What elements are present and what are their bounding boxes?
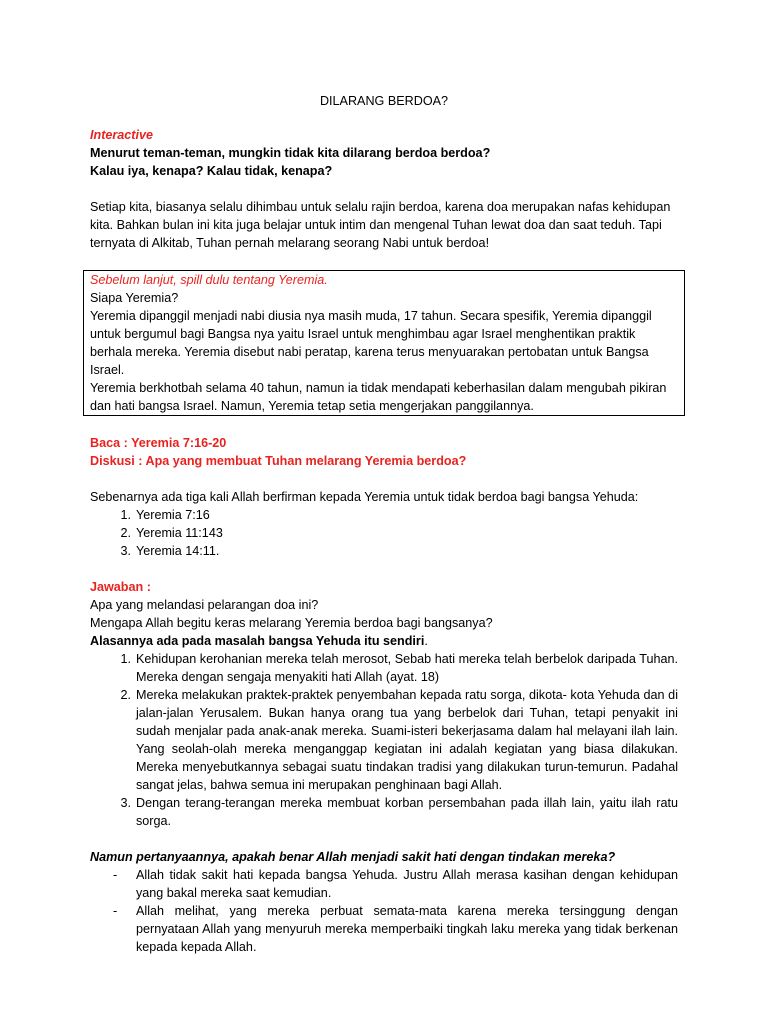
answer-label: Jawaban : (90, 580, 151, 594)
list-item: 2. Yeremia 11:143 (120, 526, 223, 540)
box-heading: Sebelum lanjut, spill dulu tentang Yeremia. (90, 273, 328, 287)
intro-paragraph: Setiap kita, biasanya selalu dihimbau untuk selalu rajin berdoa, karena doa merupakan nafas kehidupan kita. Bahkan bulan ini kita juga belajar untuk intim dan mengenal Tuhan lewat doa dan saat teduh. Tapi ternyata di Alkitab, Tuhan pernah melarang seorang Nabi untuk berdoa! (90, 200, 671, 250)
document-page (90, 92, 678, 956)
three-times-text: Sebenarnya ada tiga kali Allah berfirman kepada Yeremia untuk tidak berdoa bagi bangsa Yehuda: (90, 490, 639, 504)
list-item: 1. Yeremia 7:16 (120, 508, 210, 522)
answer-question-1: Apa yang melandasi pelarangan doa ini? (90, 598, 319, 612)
answer-reason: Alasannya ada pada masalah bangsa Yehuda itu sendiri. (90, 634, 428, 648)
reading-reference: Baca : Yeremia 7:16-20 (90, 436, 227, 450)
list-item: - Allah tidak sakit hati kepada bangsa Yehuda. Justru Allah merasa kasihan dengan kehidupan yang bakal mereka saat kemudian. (113, 868, 678, 900)
interactive-question-2: Kalau iya, kenapa? Kalau tidak, kenapa? (90, 164, 333, 178)
list-item: - Allah melihat, yang mereka perbuat semata-mata karena mereka tersinggung dengan pernyataan Allah yang menyuruh mereka memperbaiki tingkah laku mereka yang tidak berkenan kepada kepada Allah. (113, 904, 678, 954)
verse-list (90, 506, 678, 560)
closing-question: Namun pertanyaannya, apakah benar Allah menjadi sakit hati dengan tindakan mereka? (90, 850, 616, 864)
box-question: Siapa Yeremia? (90, 291, 179, 305)
list-item: 3. Yeremia 14:11. (120, 544, 220, 558)
page-title: DILARANG BERDOA? (319, 94, 449, 108)
interactive-label: Interactive (90, 128, 153, 142)
reason-list (90, 650, 678, 830)
interactive-question-1: Menurut teman-teman, mungkin tidak kita dilarang berdoa berdoa? (90, 146, 491, 160)
list-item: 3. Dengan terang-terangan mereka membuat korban persembahan pada illah lain, yaitu ilah ratu sorga. (120, 796, 678, 828)
closing-list (90, 866, 678, 956)
yeremia-info-box (83, 270, 685, 416)
list-item: 2. Mereka melakukan praktek-praktek penyembahan kepada ratu sorga, dikota- kota Yehuda dan di jalan-jalan Yerusalem. Bukan hanya orang tua yang berbelok dari Tuhan, tetapi penyakit ini sudah menjalar pada anak-anak mereka. Suami-isteri bekerjasama dalam hal melayani ilah lain. Yang seolah-olah mereka menganggap kegiatan ini adalah kegiatan yang biasa dilakukan. Mereka menyebutkannya sebagai suatu tindakan tradisi yang dilakukan turun-temurun. Padahal sangat jelas, bahwa semua ini merupakan penghinaan bagi Allah. (120, 688, 678, 792)
answer-question-2: Mengapa Allah begitu keras melarang Yeremia berdoa bagi bangsanya? (90, 616, 493, 630)
box-paragraph-1: Yeremia dipanggil menjadi nabi diusia nya masih muda, 17 tahun. Secara spesifik, Yeremia dipanggil untuk bergumul bagi Bangsa nya yaitu Israel untuk menghimbau agar Israel menghentikan praktik berhala mereka. Yeremia disebut nabi peratap, karena terus menyuarakan pertobatan untuk Bangsa Israel. (90, 309, 652, 377)
discussion-question: Diskusi : Apa yang membuat Tuhan melarang Yeremia berdoa? (90, 454, 467, 468)
box-paragraph-2: Yeremia berkhotbah selama 40 tahun, namun ia tidak mendapati keberhasilan dalam mengubah pikiran dan hati bangsa Israel. Namun, Yeremia tetap setia mengerjakan panggilannya. (90, 381, 667, 413)
list-item: 1. Kehidupan kerohanian mereka telah merosot, Sebab hati mereka telah berbelok daripada Tuhan. Mereka dengan sengaja menyakiti hati Allah (ayat. 18) (120, 652, 678, 684)
